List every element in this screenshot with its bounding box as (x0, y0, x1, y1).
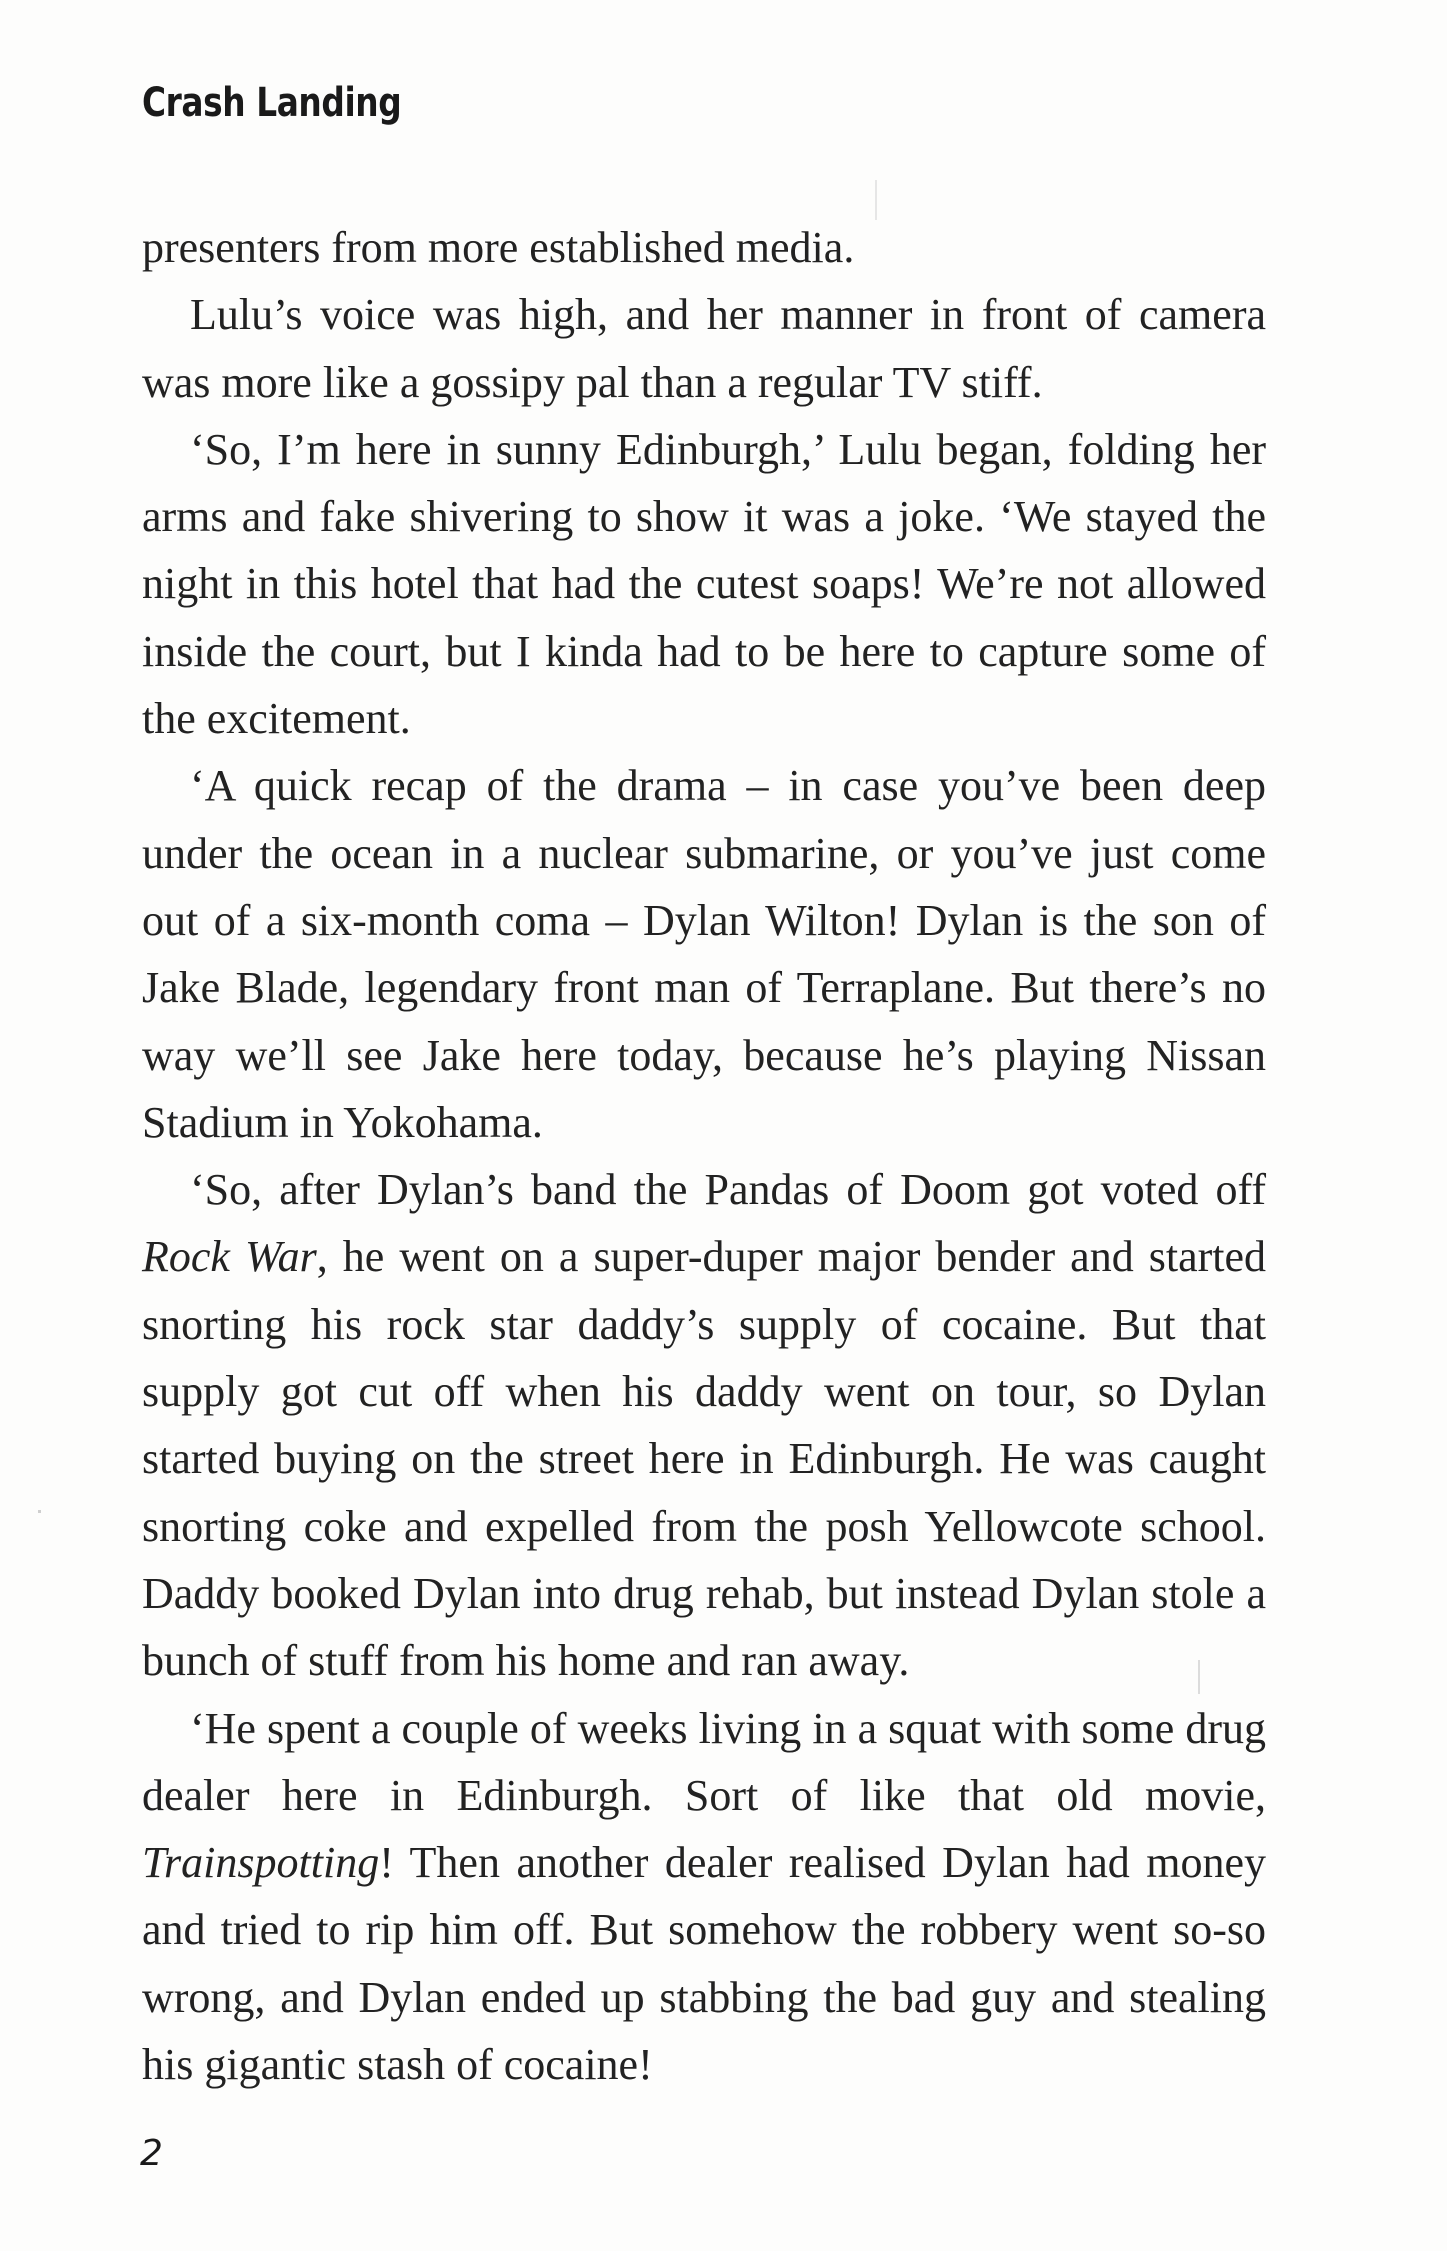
paragraph (142, 416, 1266, 752)
scan-speck (875, 180, 877, 220)
text-run: presenters from more established media. (142, 223, 855, 272)
text-run: ‘A quick recap of the drama – in case you’ve been deep under the ocean in a nuclear submarine, or you’ve just come out of a six-month coma – Dylan Wilton! Dylan is the son of Jake Blade, legendary front man of Terraplane. But there’s no way we’ll see Jake here today, because he’s playing Nissan Stadium in Yokohama. (142, 761, 1266, 1147)
text-run: ! Then another dealer realised Dylan had money and tried to rip him off. But somehow the robbery went so-so wrong, and Dylan ended up stabbing the bad guy and stealing his gigantic stash of cocaine! (142, 1838, 1266, 2090)
scan-speck (38, 1510, 41, 1513)
page-number: 2 (140, 2133, 163, 2174)
paragraph (142, 1156, 1266, 1694)
paragraph (142, 214, 1266, 281)
text-run: , he went on a super-duper major bender and started snorting his rock star daddy’s supply of cocaine. But that supply got cut off when his daddy went on tour, so Dylan started buying on the street here in Edinburgh. He was caught snorting coke and expelled from the posh Yellowcote school. Daddy booked Dylan into drug rehab, but instead Dylan stole a bunch of stuff from his home and ran away. (142, 1232, 1267, 1686)
paragraph (142, 281, 1266, 416)
text-run: ‘So, I’m here in sunny Edinburgh,’ Lulu began, folding her arms and fake shivering to show it was a joke. ‘We stayed the night in this hotel that had the cutest soaps! We’re not allowed inside the court, but I kinda had to be here to capture some of the excitement. (142, 424, 1266, 744)
body-text (142, 214, 1266, 2098)
text-run: ‘He spent a couple of weeks living in a squat with some drug dealer here in Edinburgh. Sort of like that old movie, (142, 1703, 1266, 1820)
italic-title: Rock War (142, 1232, 317, 1282)
paragraph (142, 1695, 1266, 2099)
running-head: Crash Landing (142, 80, 402, 126)
paragraph (142, 752, 1266, 1156)
italic-title: Trainspotting (142, 1838, 380, 1888)
text-run: ‘So, after Dylan’s band the Pandas of Doom got voted off (190, 1165, 1266, 1215)
scan-speck (1198, 1660, 1200, 1694)
text-run: Lulu’s voice was high, and her manner in front of camera was more like a gossipy pal than a regular TV stiff. (142, 290, 1266, 407)
